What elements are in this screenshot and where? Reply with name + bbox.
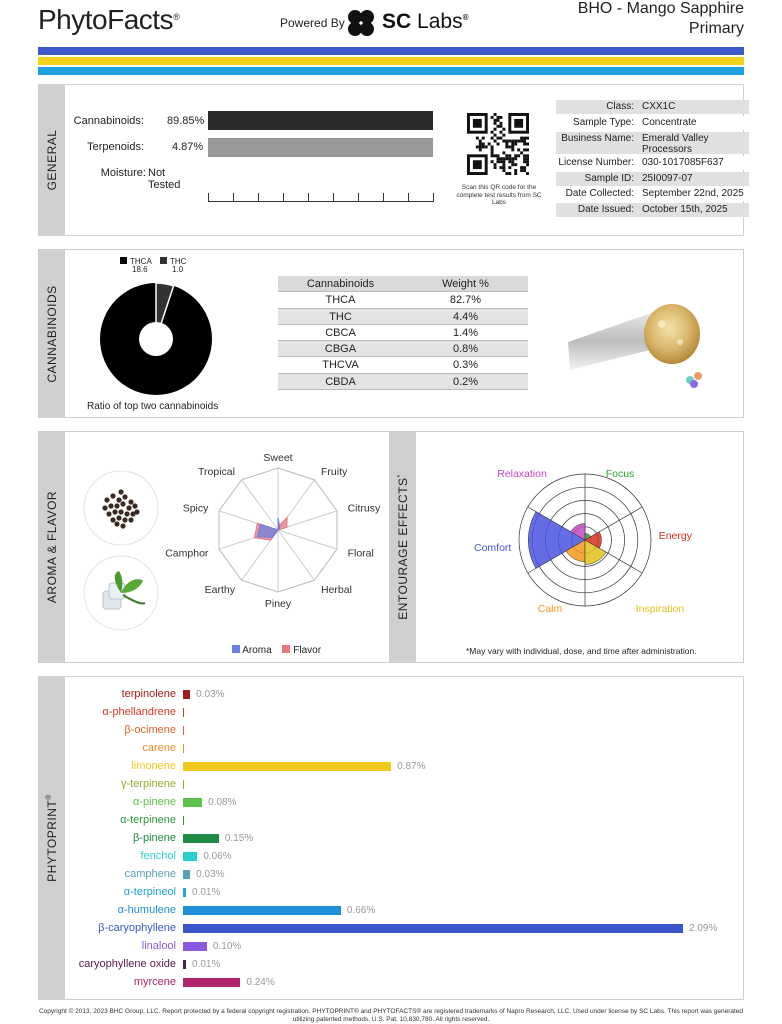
info-row — [556, 100, 749, 114]
peppercorn — [128, 517, 133, 522]
table-row — [278, 309, 528, 325]
peppercorn — [132, 503, 137, 508]
qr-caption: Scan this QR code for the complete test results from SC Labs — [456, 184, 542, 206]
terpene-bar — [183, 834, 219, 843]
cannabinoid-weight: 0.3% — [452, 359, 479, 372]
info-key: Class: — [606, 101, 634, 112]
cannabinoid-weight: 1.4% — [452, 326, 479, 339]
info-key: Business Name: — [561, 133, 634, 144]
peppercorn — [104, 497, 109, 502]
cannabinoid-name: THC — [329, 310, 352, 323]
stripe-blue — [38, 47, 744, 55]
qr-code-icon[interactable] — [467, 113, 529, 175]
terpene-bar — [183, 762, 391, 771]
terpene-value: 0.10% — [212, 941, 242, 952]
aroma-legend-swatch — [232, 645, 240, 653]
terpene-bar — [183, 780, 184, 789]
terpene-value: 0.66% — [346, 905, 376, 916]
info-key: Sample ID: — [584, 173, 634, 184]
product-name: BHO - Mango Sapphire — [577, 0, 744, 17]
radar-axis-label: Earthy — [204, 584, 235, 597]
scale-tick — [408, 193, 409, 202]
terpene-name: β-ocimene — [124, 724, 176, 736]
table-header: Cannabinoids Weight % — [278, 276, 528, 292]
terpene-bar — [183, 744, 184, 753]
terpene-name: α-terpineol — [123, 886, 176, 898]
terpene-name: γ-terpinene — [120, 778, 176, 790]
info-key: Date Collected: — [565, 188, 634, 199]
product-type: Primary — [688, 20, 744, 37]
cannabinoid-weight: 0.8% — [452, 343, 479, 356]
powered-by-label: Powered By — [280, 16, 345, 30]
terpene-bar — [183, 726, 184, 735]
terpene-value: 0.03% — [196, 689, 225, 700]
table-row — [278, 374, 528, 390]
peppercorn — [112, 509, 117, 514]
mint-leaf-icon — [83, 555, 159, 631]
general-tab: GENERAL — [39, 85, 65, 235]
info-value: September 22nd, 2025 — [642, 188, 744, 199]
info-value: 030-1017085F637 — [642, 157, 724, 168]
scale-tick — [333, 193, 334, 202]
terpene-name: camphene — [124, 868, 176, 880]
radar-axis-label: Citrusy — [347, 502, 381, 515]
terpene-name: limonene — [131, 760, 176, 772]
ratio-caption: Ratio of top two cannabinoids — [87, 401, 219, 412]
peppercorn — [122, 517, 127, 522]
terpene-name: β-pinene — [132, 832, 176, 844]
radar-spoke — [278, 530, 337, 549]
effect-label: Inspiration — [635, 603, 685, 615]
peppercorn — [124, 511, 129, 516]
radar-axis-label: Tropical — [198, 465, 235, 478]
terpene-bar — [183, 708, 184, 717]
radar-axis-label: Sweet — [263, 452, 293, 464]
info-value: 25I0097-07 — [642, 173, 693, 184]
info-row — [556, 172, 749, 186]
terpene-bar — [183, 816, 184, 825]
terpene-name: carene — [142, 742, 176, 754]
sc-labs-name-rest: Labs — [417, 10, 463, 33]
terpene-value: 0.01% — [192, 887, 221, 898]
ratio-donut-chart — [99, 282, 213, 396]
aroma-legend — [232, 645, 321, 656]
peppercorn — [114, 521, 119, 526]
cannabinoid-weight: 4.4% — [452, 310, 479, 323]
terpene-bar — [183, 870, 190, 879]
terpene-name: α-terpinene — [120, 814, 176, 826]
terpene-bar — [183, 690, 190, 699]
stripe-yellow — [38, 57, 744, 65]
stripe-cyan — [38, 67, 744, 75]
info-key: Sample Type: — [573, 117, 634, 128]
peppercorn — [106, 511, 111, 516]
effect-label: Focus — [605, 468, 635, 480]
cannabinoid-name: THCA — [325, 294, 356, 307]
info-value: October 15th, 2025 — [642, 204, 728, 215]
terpene-name: α-pinene — [132, 796, 176, 808]
phytoprint-tab: PHYTOPRINT® — [39, 677, 65, 999]
peppercorn — [116, 515, 121, 520]
info-row — [556, 132, 749, 154]
scale-tick — [283, 193, 284, 202]
cannabinoids-tab: CANNABINOIDS — [39, 250, 65, 417]
info-key: Date Issued: — [577, 204, 634, 215]
terpene-name: caryophyllene oxide — [78, 958, 176, 970]
radar-axis-label: Herbal — [321, 584, 352, 597]
info-row — [556, 187, 749, 201]
effects-note: *May vary with individual, dose, and time after administration. — [466, 646, 697, 656]
info-key: License Number: — [558, 157, 634, 168]
peppercorn — [120, 523, 125, 528]
scale-tick — [433, 193, 434, 202]
info-value: Emerald Valley Processors — [642, 133, 709, 155]
peppercorn — [122, 494, 127, 499]
peppercorn — [128, 499, 133, 504]
aroma-legend-label: Aroma — [242, 645, 272, 656]
cannabinoids-bar — [208, 111, 433, 130]
terpene-value: 0.24% — [246, 977, 275, 988]
peppercorn — [134, 509, 139, 514]
table-row — [278, 292, 528, 308]
peppercorn-icon — [83, 470, 159, 546]
scale-tick — [358, 193, 359, 202]
scale-tick — [208, 193, 209, 202]
peppercorn — [118, 489, 123, 494]
effects-rose-chart — [470, 460, 700, 620]
scale-tick — [258, 193, 259, 202]
table-row — [278, 341, 528, 357]
terpene-bar — [183, 798, 202, 807]
radar-axis-label: Piney — [264, 598, 292, 611]
terpene-bar — [183, 942, 207, 951]
cannabinoid-weight: 82.7% — [449, 294, 482, 307]
sc-labs-name: SC Labs® — [382, 10, 469, 33]
terpene-bar — [183, 852, 197, 861]
terpene-name: β-caryophyllene — [98, 922, 176, 934]
terpene-value: 0.15% — [224, 833, 254, 844]
flavor-legend-swatch — [282, 645, 290, 653]
cannabinoid-name: CBGA — [324, 343, 357, 356]
terpene-bar — [183, 906, 341, 915]
report-header — [0, 0, 782, 46]
info-row — [556, 203, 749, 217]
peppercorn — [126, 505, 131, 510]
peppercorn — [116, 497, 121, 502]
effect-label: Comfort — [474, 542, 512, 554]
aroma-radar-chart — [160, 452, 390, 632]
cannabinoid-weight: 0.2% — [452, 375, 479, 388]
radar-spoke — [242, 480, 278, 530]
radar-spoke — [278, 530, 314, 580]
terpene-name: linalool — [141, 940, 176, 952]
terpene-name: fenchol — [140, 850, 176, 862]
terpene-value: 0.87% — [397, 761, 426, 772]
terpene-value: 0.03% — [196, 869, 225, 880]
terpene-name: myrcene — [133, 976, 176, 988]
peppercorn — [118, 509, 123, 514]
legend-swatch-thca — [120, 257, 127, 264]
terpene-bar — [183, 960, 186, 969]
info-row — [556, 116, 749, 130]
info-value: CXX1C — [642, 101, 676, 112]
scale-axis — [208, 201, 433, 202]
flavor-legend-label: Flavor — [293, 645, 322, 656]
effect-label: Energy — [658, 530, 692, 542]
peppercorn — [114, 503, 119, 508]
terpenoids-bar — [208, 138, 433, 157]
concentrate-photo-icon — [566, 284, 710, 392]
cannabinoid-table — [278, 276, 528, 390]
terpene-value: 0.08% — [208, 797, 237, 808]
phytofacts-logo: PhytoFacts® — [38, 4, 180, 35]
peppercorn — [108, 503, 113, 508]
terpene-value: 0.01% — [192, 959, 221, 970]
donut-hole — [139, 322, 173, 356]
table-row — [278, 357, 528, 373]
terpene-bar — [183, 924, 683, 933]
copyright-footer: Copyright © 2013, 2023 BHC Group, LLC. Report protected by a federal copyright registration. PHYTOPRINT® and PHYTOFACTS® are registered trademarks of Napro Research, LLC. Used under license by SC Labs. This report was generated utilizing patented methods. U.S. Pat. 10,830,780. All rights reserved. — [38, 1008, 744, 1023]
effects-tab: ENTOURAGE EFFECTS* — [390, 432, 416, 662]
radar-axis-label: Fruity — [321, 465, 348, 478]
radar-axis-label: Camphor — [165, 547, 209, 560]
peppercorn — [110, 517, 115, 522]
radar-axis-label: Spicy — [182, 502, 209, 515]
effect-label: Calm — [537, 603, 563, 615]
peppercorn — [110, 493, 115, 498]
terpene-name: terpinolene — [121, 688, 176, 700]
legend-swatch-thc — [160, 257, 167, 264]
sc-labs-logo-icon — [344, 8, 378, 38]
scale-tick — [233, 193, 234, 202]
cannabinoid-name: CBDA — [325, 375, 356, 388]
cannabinoid-name: THCVA — [322, 359, 359, 372]
info-row — [556, 156, 749, 170]
table-row — [278, 325, 528, 341]
info-value: Concentrate — [642, 117, 697, 128]
terpene-value: 0.06% — [203, 851, 232, 862]
aroma-tab: AROMA & FLAVOR — [39, 432, 65, 662]
peppercorn — [120, 501, 125, 506]
terpene-name: α-phellandrene — [102, 706, 176, 718]
peppercorn — [102, 505, 107, 510]
effect-label: Relaxation — [497, 468, 547, 480]
scale-tick — [308, 193, 309, 202]
terpene-name: α-humulene — [117, 904, 176, 916]
terpene-bar — [183, 888, 186, 897]
terpene-value: 2.09% — [689, 923, 718, 934]
sc-labs-name-bold: SC — [382, 10, 412, 33]
radar-axis-label: Floral — [347, 547, 374, 560]
terpene-bar — [183, 978, 240, 987]
scale-tick — [383, 193, 384, 202]
cannabinoid-name: CBCA — [325, 326, 356, 339]
